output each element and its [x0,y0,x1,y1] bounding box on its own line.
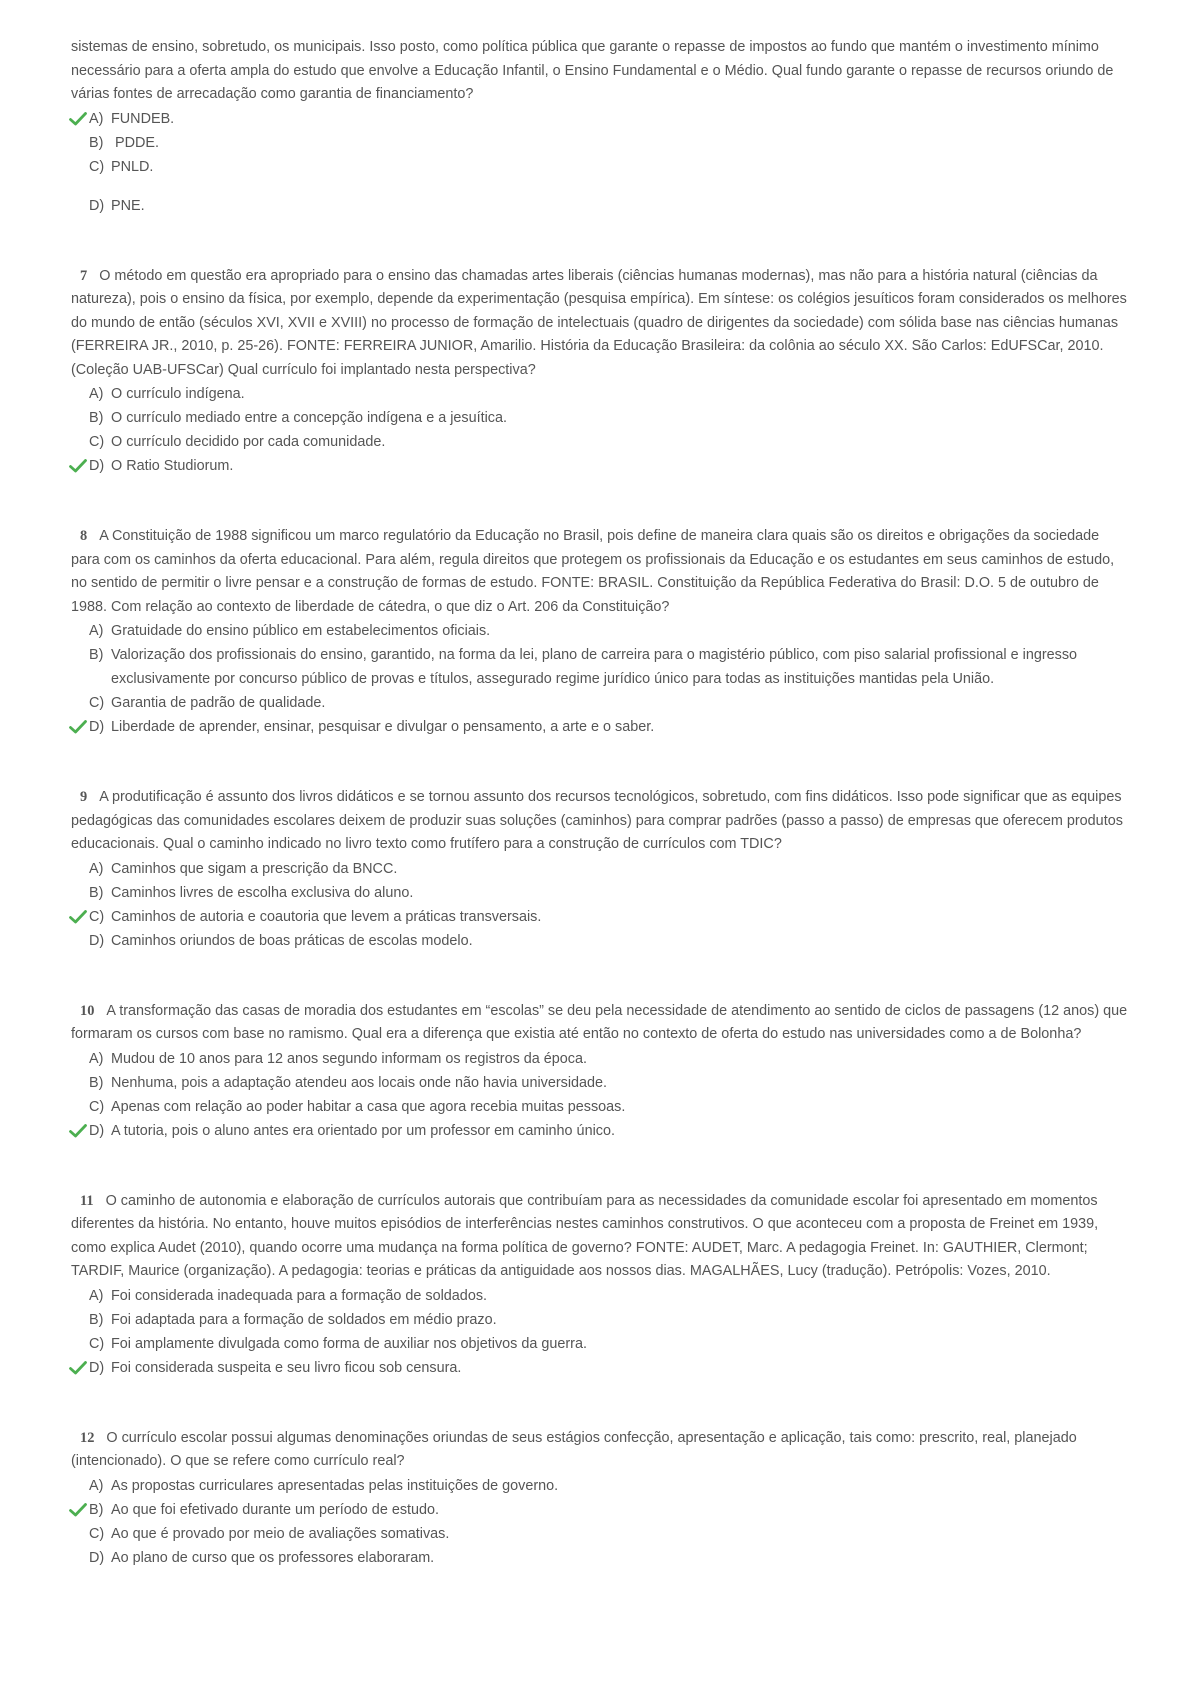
option-text: Nenhuma, pois a adaptação atendeu aos locais onde não havia universidade. [111,1074,608,1091]
answer-option-b [71,881,1131,905]
option-letter: D) [89,932,105,949]
option-text: Apenas com relação ao poder habitar a casa que agora recebia muitas pessoas. [111,1098,626,1115]
option-letter: B) [89,134,104,151]
question-12 [71,1427,1131,1570]
option-letter: D) [89,719,105,735]
answer-option-a [71,1284,1131,1308]
question-stem [71,786,1131,857]
option-letter: C) [89,434,105,450]
option-letter: B) [89,1074,104,1091]
option-letter: D) [89,197,105,214]
question-11 [71,1190,1131,1380]
answer-option-c [71,1332,1131,1356]
answer-option-c [71,691,1131,715]
answer-option-c [71,905,1131,929]
option-letter: C) [89,908,105,925]
question-stem [71,265,1131,383]
answer-option-b [71,1308,1131,1332]
option-text: PNLD. [111,158,154,175]
option-text: Liberdade de aprender, ensinar, pesquisar e divulgar o pensamento, a arte e o saber. [111,719,655,735]
question-stem [71,1190,1131,1284]
checkmark-icon [69,720,87,734]
answer-options [71,382,1131,478]
option-letter: C) [89,158,105,175]
option-text: A tutoria, pois o aluno antes era orientado por um professor em caminho único. [111,1122,615,1139]
option-letter: C) [89,1335,105,1352]
checkmark-icon [69,1503,87,1517]
question-7 [71,265,1131,479]
answer-options [71,1284,1131,1380]
question-8 [71,525,1131,739]
question-number: 8 [80,528,88,544]
option-letter: D) [89,1122,105,1139]
option-text: PNE. [111,197,145,214]
answer-option-a [71,107,1131,131]
answer-option-c [71,155,1131,179]
option-text: Caminhos que sigam a prescrição da BNCC. [111,860,398,877]
answer-options [71,857,1131,953]
option-letter: A) [89,1050,104,1067]
option-text: Foi amplamente divulgada como forma de auxiliar nos objetivos da guerra. [111,1335,587,1352]
checkmark-icon [69,112,87,126]
question-text: O caminho de autonomia e elaboração de currículos autorais que contribuíam para as necessidades da comunidade escolar foi apresentado em momentos diferentes da história. No entanto, houve muitos episódios de interferências nestes caminhos construtivos. O que aconteceu com a proposta de Freinet em 1939, como explica Audet (2010), quando ocorre uma mudança na forma política de governo? FONTE: AUDET, Marc. A pedagogia Freinet. In: GAUTHIER, Clermont; TARDIF, Maurice (organização). A pedagogia: teorias e práticas da antiguidade aos nossos dias. MAGALHÃES, Lucy (tradução). Petrópolis: Vozes, 2010. [71,1192,1099,1279]
option-letter: D) [89,1549,105,1566]
option-letter: B) [89,410,104,426]
question-stem [71,1427,1131,1474]
option-letter: A) [89,1477,104,1494]
option-text: Gratuidade do ensino público em estabelecimentos oficiais. [111,623,491,639]
answer-option-a [71,619,1131,643]
option-letter: C) [89,695,105,711]
question-stem: sistemas de ensino, sobretudo, os municipais. Isso posto, como política pública que garante o repasse de impostos ao fundo que mantém o investimento mínimo necessário para a oferta ampla do estudo que envolve a Educação Infantil, o Ensino Fundamental e o Médio. Qual fundo garante o repasse de recursos oriundo de várias fontes de arrecadação como garantia de financiamento? [71,39,1114,102]
option-text: Caminhos livres de escolha exclusiva do aluno. [111,884,414,901]
option-text: FUNDEB. [111,110,175,127]
question-number: 11 [80,1192,94,1209]
question-text: O currículo escolar possui algumas denominações oriundas de seus estágios confecção, apresentação e aplicação, tais como: prescrito, real, planejado (intencionado). O que se refere como currículo real? [71,1429,1077,1469]
question-text: A Constituição de 1988 significou um marco regulatório da Educação no Brasil, pois define de maneira clara quais são os direitos e obrigações da sociedade para com os caminhos da oferta educacional. Para além, regula direitos que protegem os profissionais da Educação e os estudantes em seus caminhos de estudo, no sentido de permitir o livre pensar e a construção de formas de estudo. FONTE: BRASIL. Constituição da República Federativa do Brasil: D.O. 5 de outubro de 1988. Com relação ao contexto de liberdade de cátedra, o que diz o Art. 206 da Constituição? [71,528,1115,615]
answer-option-c [71,1522,1131,1546]
answer-option-d [71,1356,1131,1380]
question-number: 7 [80,267,88,284]
answer-option-a [71,1047,1131,1071]
question-number: 10 [80,1002,95,1019]
option-text: As propostas curriculares apresentadas pelas instituições de governo. [111,1477,559,1494]
answer-option-a [71,857,1131,881]
question-text: A transformação das casas de moradia dos estudantes em “escolas” se deu pela necessidade de atendimento ao sentido de ciclos de passagens (12 anos) que formaram os cursos com base no ramismo. Qual era a diferença que existia até então no contexto de oferta do estudo nas universidades como a de Bolonha? [71,1002,1128,1042]
question-6-continued [71,36,1131,218]
answer-option-d [71,1119,1131,1143]
answer-option-d [71,715,1131,739]
answer-option-a [71,1474,1131,1498]
answer-option-d [71,194,1131,218]
question-stem [71,525,1131,619]
option-letter: A) [89,860,104,877]
option-letter: B) [89,884,104,901]
option-text: Foi considerada inadequada para a formação de soldados. [111,1287,488,1304]
answer-options [71,1474,1131,1570]
option-letter: B) [89,647,104,663]
answer-option-c [71,430,1131,454]
question-number: 12 [80,1429,95,1446]
question-10 [71,1000,1131,1143]
option-text: Mudou de 10 anos para 12 anos segundo informam os registros da época. [111,1050,587,1067]
option-letter: D) [89,1359,105,1376]
checkmark-icon [69,1124,87,1138]
checkmark-icon [69,459,87,473]
answer-option-c [71,1095,1131,1119]
answer-option-d [71,1546,1131,1570]
option-text: O Ratio Studiorum. [111,458,234,474]
option-text: Ao que é provado por meio de avaliações somativas. [111,1525,450,1542]
option-text: PDDE. [111,134,159,151]
answer-option-b [71,131,1131,155]
option-text: Caminhos oriundos de boas práticas de escolas modelo. [111,932,473,949]
question-number: 9 [80,789,88,805]
option-letter: A) [89,623,104,639]
question-text: A produtificação é assunto dos livros didáticos e se tornou assunto dos recursos tecnológicos, sobretudo, com fins didáticos. Isso pode significar que as equipes pedagógicas das comunidades escolares deixem de produzir suas soluções (caminhos) para comprar padrões (passo a passo) de empresas que oferecem produtos educacionais. Qual o caminho indicado no livro texto como frutífero para a construção de currículos com TDIC? [71,789,1123,852]
answer-option-d [71,454,1131,478]
option-text: O currículo indígena. [111,386,245,402]
question-text: O método em questão era apropriado para o ensino das chamadas artes liberais (ciências humanas modernas), mas não para a história natural (ciências da natureza), pois o ensino da física, por exemplo, depende da experimentação (pesquisa empírica). Em síntese: os colégios jesuíticos foram considerados os melhores do mundo de então (séculos XVI, XVII e XVIII) no processo de formação de intelectuais (quadro de dirigentes da sociedade) com sólida base nas ciências humanas (FERREIRA JR., 2010, p. 25-26). FONTE: FERREIRA JUNIOR, Amarilio. História da Educação Brasileira: da colônia ao século XX. São Carlos: EdUFSCar, 2010. (Coleção UAB-UFSCar) Qual currículo foi implantado nesta perspectiva? [71,267,1127,378]
option-letter: C) [89,1525,105,1542]
option-text: O currículo mediado entre a concepção indígena e a jesuítica. [111,410,507,426]
answer-option-b [71,1498,1131,1522]
question-9 [71,786,1131,953]
option-text: Foi considerada suspeita e seu livro ficou sob censura. [111,1359,462,1376]
option-text: Foi adaptada para a formação de soldados em médio prazo. [111,1311,497,1328]
checkmark-icon [69,1361,87,1375]
option-text: Caminhos de autoria e coautoria que levem a práticas transversais. [111,908,542,925]
option-letter: A) [89,1287,104,1304]
option-text: Ao que foi efetivado durante um período de estudo. [111,1501,440,1518]
answer-options [71,619,1131,739]
option-letter: B) [89,1501,104,1518]
answer-options [71,107,1131,218]
answer-option-a [71,382,1131,406]
option-text: Ao plano de curso que os professores elaboraram. [111,1549,435,1566]
option-letter: A) [89,110,104,127]
checkmark-icon [69,910,87,924]
answer-option-d [71,929,1131,953]
answer-option-b [71,406,1131,430]
quiz-content [71,36,1131,1570]
answer-option-b [71,1071,1131,1095]
option-text: O currículo decidido por cada comunidade. [111,434,386,450]
option-letter: B) [89,1311,104,1328]
option-letter: C) [89,1098,105,1115]
question-stem [71,1000,1131,1047]
answer-options [71,1047,1131,1143]
option-text: Valorização dos profissionais do ensino, garantido, na forma da lei, plano de carreira para o magistério público, com piso salarial profissional e ingresso exclusivamente por concurso público de provas e títulos, assegurado regime jurídico único para todas as instituições mantidas pela União. [111,647,1078,687]
option-letter: D) [89,458,105,474]
option-letter: A) [89,386,104,402]
option-text: Garantia de padrão de qualidade. [111,695,326,711]
answer-option-b [71,643,1131,691]
